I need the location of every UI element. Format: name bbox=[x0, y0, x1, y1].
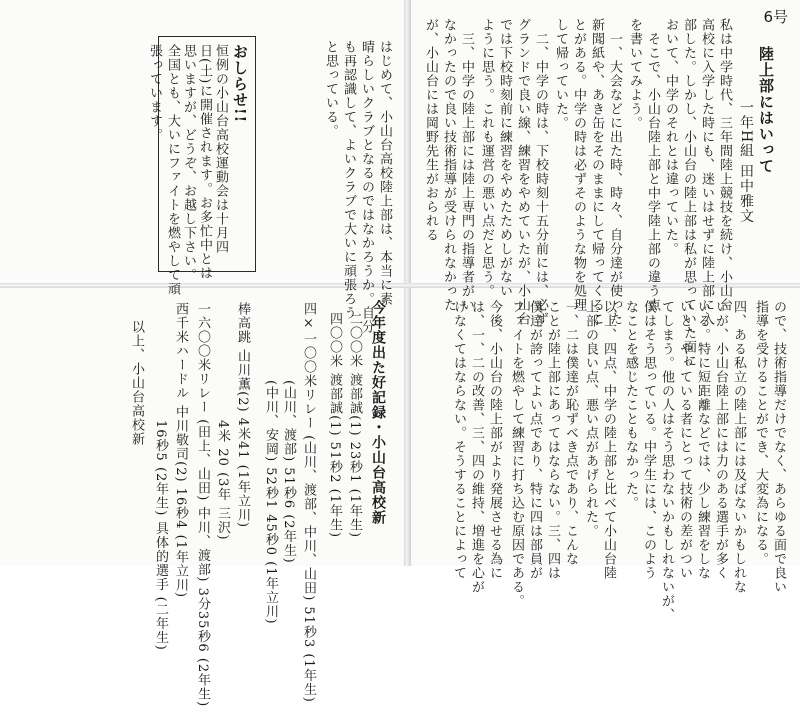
article-cont-line: は、一、二の改善、三、四の維持、増進を心が bbox=[469, 300, 484, 594]
record-line: 四×一〇〇米リレー (山川、渡部、中川、山田) 51秒3 (1年生) bbox=[301, 302, 316, 703]
record-line: 四〇〇米 渡部誠(1) 51秒2 (1年生) bbox=[327, 312, 342, 539]
article-cont-line: 指導を受けることができ、大変為になる。 bbox=[753, 300, 768, 566]
article-cont-line: なことを感じたこともなかった。 bbox=[623, 300, 638, 510]
article-cont-line: けなくてはならない。そうすることによって bbox=[451, 300, 466, 580]
article-para5-line: はじめて、小山台高校陸上部は、本当に素 bbox=[377, 40, 392, 306]
notice-line: 思いますが、どうぞ、お越し下さい。 bbox=[181, 44, 196, 282]
article-para4-line: なかったので良い技術指導が受けられなかった bbox=[441, 18, 456, 312]
article-cont-line: 僕はそう思っている。中学生には、このよう bbox=[641, 300, 656, 580]
article-para5-line: と思っている。 bbox=[323, 40, 338, 138]
article-para4-line: 三、中学の陸上部には陸上専門の指導者がい bbox=[459, 32, 474, 312]
article-cont-line: 四、ある私立の陸上部には及ばないかもしれな bbox=[731, 300, 746, 594]
notice-line: 恒例の小山台高校運動会は十月四 bbox=[213, 44, 228, 254]
article-para5-line: 晴らしいクラブとなるのではなかろうか。自分 bbox=[359, 40, 374, 334]
article-cont-line: ファイトを燃やして練習に打ち込む原因である。 bbox=[509, 300, 524, 608]
record-line: 棒高跳 山川薫(2) 4米41 (1年立川) bbox=[235, 302, 250, 529]
notice-line: 張っています。 bbox=[147, 44, 162, 142]
record-line: (中川、安岡) 52秒1 45秒0 (1年立川) bbox=[263, 380, 278, 625]
article-cont-line: 僕達が誇ってよい点であり、特に四は部員が bbox=[527, 300, 542, 580]
article-para3-line: では下校時刻前に練習をやめたためしがない bbox=[497, 18, 512, 298]
article-cont-line: てしまう。他の人はそう思わないかもしれないが、 bbox=[659, 300, 674, 622]
article-cont-line: 一、二は僕達が恥ずべき点であり、こんな bbox=[563, 300, 578, 566]
article-para1-line: を書いてみよう。 bbox=[627, 18, 642, 130]
article-para1-line: おいて、中学のそれとは違っていた。 bbox=[663, 18, 678, 256]
record-line: 以上、小山台高校新 bbox=[129, 320, 144, 446]
article-para2-line: 一、大会などに出た時、時々、自分達が使った bbox=[607, 32, 622, 326]
article-cont-line: いが、小山台陸上部には力のある選手が多く bbox=[713, 300, 728, 580]
record-line: 二〇〇米 渡部誠(1) 23秒1 (1年生) bbox=[347, 312, 362, 539]
page-number: 6号 bbox=[763, 8, 788, 26]
article-para5-line: も再認識して、よいクラブで大いに頑張ろう bbox=[341, 40, 356, 320]
article-author: 一年H組 田中雅文 bbox=[738, 100, 754, 224]
article-para3-line: グランドで良い線、練習をやめていたが、小山台 bbox=[515, 18, 530, 326]
notice-line: 全国とも、大いにファイトを燃やして頑 bbox=[165, 44, 180, 296]
notice-line: 日(土)に開催されます。お多忙中とは bbox=[197, 44, 212, 281]
article-para3-line: 二、中学の時は、下校時刻十五分前には、必ず bbox=[533, 32, 548, 326]
article-cont-line: 上部の良い点、悪い点があげられた。 bbox=[583, 300, 598, 538]
article-cont-line: いる。特に短距離などでは、少し練習をしな bbox=[695, 300, 710, 580]
article-cont-line: 以上、四点、中学の陸上部と比べて小山台陸 bbox=[601, 300, 616, 580]
record-line: (山川、渡部) 51秒6 (2年生) bbox=[281, 380, 296, 564]
article-cont-line: ので、技術指導だけでなく、あらゆる面で良い bbox=[771, 300, 786, 594]
record-line: 西千米ハードル 中川敬司(2) 16秒4 (1年立川) bbox=[173, 302, 188, 599]
notice-title: おしらせ!! bbox=[231, 44, 249, 124]
record-line: 16秒5 (2年生) 具体的選手 (二年生) bbox=[153, 420, 168, 651]
record-line: 4米 20 (3年 三沢) bbox=[215, 420, 230, 541]
article-cont-line: いと、やっている者にとって技術の差がつい bbox=[677, 300, 692, 580]
article-para1-line: 部した。しかし、小山台の陸上部は私が思っていた面に bbox=[681, 18, 696, 368]
article-para2-line: して帰っていた。 bbox=[553, 18, 568, 130]
article-para2-line: 新聞紙や、あき缶をそのままにして帰ってくるこ bbox=[589, 18, 604, 326]
article-para3-line: ように思う。これも運営の悪い点だと思う。 bbox=[479, 18, 494, 298]
article-para2-line: とがある。中学の時は必ずそのような物を処理 bbox=[571, 18, 586, 312]
article-cont-line: 今後、小山台の陸上部がより発展させる為に bbox=[487, 300, 502, 580]
records-header: 今年度出た好記録・小山台高校新 bbox=[370, 300, 386, 525]
article-para1-line: 高校に入学した時にも、迷いはせずに陸上部に入 bbox=[699, 18, 714, 326]
article-para1-line: そこで、小山台陸上部と中学陸上部の違う点 bbox=[645, 32, 660, 312]
article-para4-line: が、小山台には岡野先生がおられる bbox=[423, 18, 438, 242]
article-title: 陸上部にはいって bbox=[757, 46, 775, 174]
article-para1-line: 私は中学時代、三年間陸上競技を続け、小山台 bbox=[717, 18, 732, 312]
record-line: 一六〇〇米リレー (田上、山田) 中川、渡部) 3分35秒6 (2年生) bbox=[195, 302, 210, 707]
article-cont-line: ことが陸上部にあってはならない。三、四は bbox=[545, 300, 560, 580]
